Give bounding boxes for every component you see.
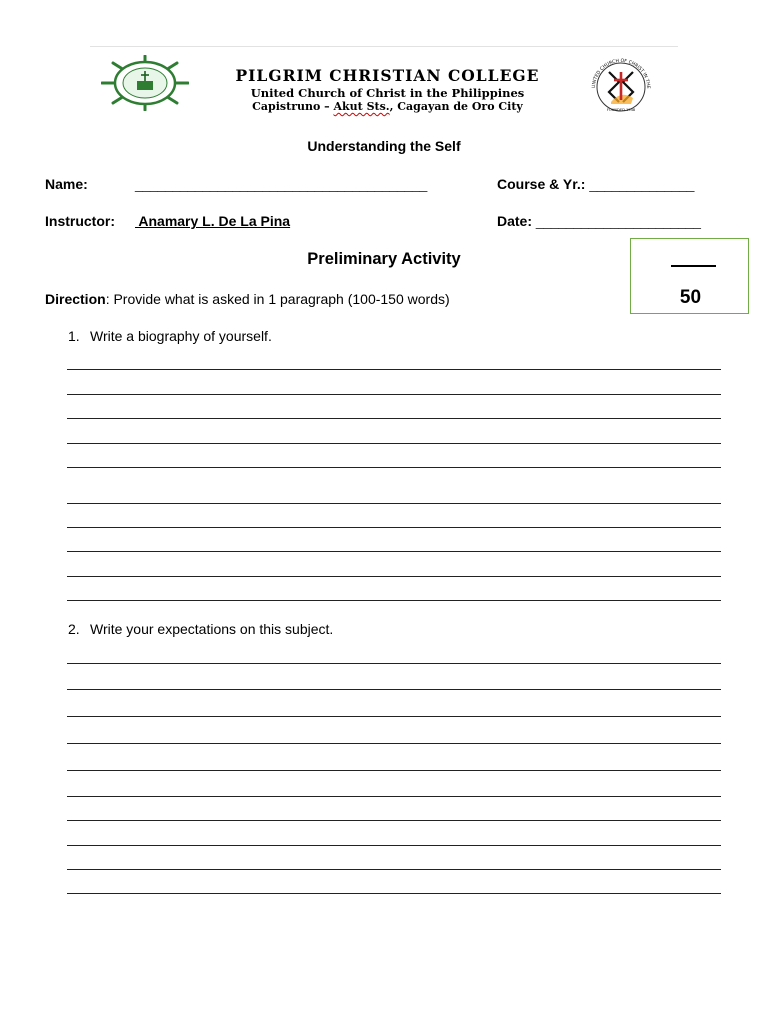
question-number: 2. xyxy=(68,621,80,637)
direction-text: : Provide what is asked in 1 paragraph (100-150 words) xyxy=(105,291,450,307)
answer-line[interactable] xyxy=(67,443,721,444)
score-total: 50 xyxy=(679,287,702,308)
answer-line[interactable] xyxy=(67,503,721,504)
answer-line[interactable] xyxy=(67,770,721,771)
church-affiliation: United Church of Christ in the Philippines xyxy=(250,86,525,100)
address-street: Akut Sts. xyxy=(333,100,390,113)
header-rule xyxy=(90,46,678,47)
answer-line[interactable] xyxy=(67,600,721,601)
name-blank[interactable]: _______________________________________ xyxy=(135,176,427,192)
college-header xyxy=(190,66,585,114)
answer-line[interactable] xyxy=(67,716,721,717)
college-address: Capistruno – Akut Sts., Cagayan de Oro City xyxy=(252,100,523,113)
svg-text:FOUNDED 1948: FOUNDED 1948 xyxy=(606,108,636,112)
date-field xyxy=(497,213,701,231)
svg-text:UNITED CHURCH OF CHRIST IN THE: UNITED CHURCH OF CHRIST IN THE xyxy=(591,58,651,89)
answer-line[interactable] xyxy=(67,369,721,370)
answer-line[interactable] xyxy=(67,576,721,577)
question-number: 1. xyxy=(68,328,80,344)
score-box xyxy=(630,238,749,314)
answer-line[interactable] xyxy=(67,845,721,846)
course-blank[interactable]: ______________ xyxy=(589,176,695,192)
course-field xyxy=(497,176,694,194)
instructor-label: Instructor: xyxy=(45,213,115,229)
answer-line[interactable] xyxy=(67,820,721,821)
answer-line[interactable] xyxy=(67,551,721,552)
date-label: Date: xyxy=(497,213,536,229)
question-text: Write your expectations on this subject. xyxy=(90,621,334,637)
answer-line[interactable] xyxy=(67,893,721,894)
answer-line[interactable] xyxy=(67,796,721,797)
college-name: PILGRIM CHRISTIAN COLLEGE xyxy=(235,66,540,85)
subject-title: Understanding the Self xyxy=(307,138,461,154)
uccp-seal xyxy=(585,54,657,116)
question-text: Write a biography of yourself. xyxy=(90,328,272,344)
activity-title: Preliminary Activity xyxy=(307,250,461,268)
question-1 xyxy=(68,328,272,344)
answer-line[interactable] xyxy=(67,394,721,395)
direction xyxy=(45,291,450,307)
date-blank[interactable]: ______________________ xyxy=(535,213,701,229)
course-label: Course & Yr.: xyxy=(497,176,590,192)
instructor-name: Anamary L. De La Pina xyxy=(135,213,291,229)
name-label: Name: xyxy=(45,176,88,192)
score-blank[interactable] xyxy=(671,265,716,267)
answer-line[interactable] xyxy=(67,743,721,744)
answer-line[interactable] xyxy=(67,418,721,419)
direction-label: Direction xyxy=(45,291,106,307)
answer-line[interactable] xyxy=(67,689,721,690)
answer-line[interactable] xyxy=(67,869,721,870)
college-logo xyxy=(101,55,189,111)
answer-line[interactable] xyxy=(67,467,721,468)
answer-line[interactable] xyxy=(67,527,721,528)
answer-line[interactable] xyxy=(67,663,721,664)
question-2 xyxy=(68,621,333,637)
